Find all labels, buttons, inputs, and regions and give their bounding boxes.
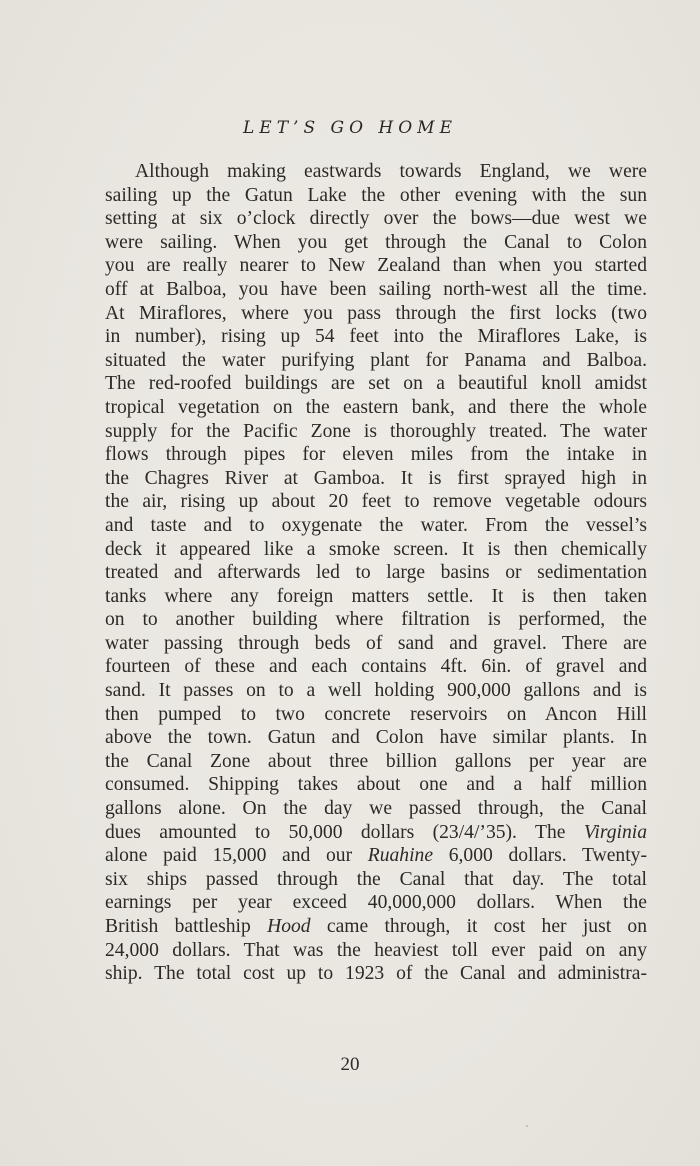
text-run: Although making eastwards towards England, we were bbox=[135, 161, 647, 182]
text-run: earnings per year exceed 40,000,000 dollars. When the bbox=[105, 892, 647, 914]
italic-ship-name: Ruahine bbox=[367, 845, 434, 867]
text-line bbox=[105, 231, 647, 255]
text-line bbox=[105, 750, 647, 774]
text-run: tanks where any foreign matters settle. It is then taken bbox=[105, 585, 647, 607]
text-line bbox=[105, 254, 647, 278]
paper-speck bbox=[526, 1125, 528, 1127]
text-run: The red-roofed buildings are set on a beautiful knoll amidst bbox=[105, 373, 647, 395]
text-run: above the town. Gatun and Colon have similar plants. In bbox=[105, 727, 647, 749]
text-run: 24,000 dollars. That was the heaviest toll ever paid on any bbox=[105, 939, 647, 961]
text-run: off at Balboa, you have been sailing north-west all the time. bbox=[105, 278, 647, 300]
text-run: 6,000 dollars. Twenty- bbox=[433, 845, 647, 867]
text-line bbox=[105, 939, 647, 963]
text-run: At Miraflores, where you pass through the first locks (two bbox=[105, 302, 647, 324]
text-run: flows through pipes for eleven miles from the intake in bbox=[105, 444, 647, 466]
text-run: water passing through beds of sand and gravel. There are bbox=[105, 632, 647, 654]
text-line bbox=[105, 278, 647, 302]
text-line bbox=[105, 184, 647, 208]
text-run: on to another building where filtration is performed, the bbox=[105, 609, 647, 631]
text-line bbox=[105, 420, 647, 444]
text-line bbox=[105, 868, 647, 892]
text-line bbox=[105, 726, 647, 750]
text-line bbox=[105, 538, 647, 562]
body-paragraph bbox=[105, 160, 647, 986]
text-line bbox=[105, 703, 647, 727]
text-run: sand. It passes on to a well holding 900,000 gallons and is bbox=[105, 680, 647, 702]
text-run: in number), rising up 54 feet into the Miraflores Lake, is bbox=[105, 326, 647, 348]
text-line bbox=[105, 302, 647, 326]
text-line bbox=[105, 655, 647, 679]
page-number: 20 bbox=[340, 1054, 360, 1075]
text-run: situated the water purifying plant for Panama and Balboa. bbox=[105, 349, 647, 371]
text-run: setting at six o’clock directly over the bows—due west we bbox=[105, 208, 647, 230]
text-line bbox=[105, 490, 647, 514]
text-run: ship. The total cost up to 1923 of the Canal and administra- bbox=[105, 963, 647, 985]
text-line bbox=[105, 797, 647, 821]
text-line bbox=[105, 821, 647, 845]
text-line bbox=[105, 160, 647, 184]
text-line bbox=[105, 207, 647, 231]
text-line bbox=[105, 467, 647, 491]
text-line bbox=[105, 561, 647, 585]
text-line bbox=[105, 844, 647, 868]
text-run: deck it appeared like a smoke screen. It is then chemically bbox=[105, 538, 647, 560]
text-line bbox=[105, 679, 647, 703]
text-line bbox=[105, 608, 647, 632]
running-head: LET’S GO HOME bbox=[243, 118, 457, 138]
text-line bbox=[105, 632, 647, 656]
text-run: dues amounted to 50,000 dollars (23/4/’35). The bbox=[105, 821, 584, 843]
text-line bbox=[105, 443, 647, 467]
text-line bbox=[105, 915, 647, 939]
text-run: the Canal Zone about three billion gallons per year are bbox=[105, 750, 647, 772]
text-run: British battleship bbox=[105, 916, 268, 937]
text-line bbox=[105, 372, 647, 396]
italic-ship-name: Hood bbox=[267, 916, 311, 937]
text-line bbox=[105, 773, 647, 797]
text-run: the Chagres River at Gamboa. It is first sprayed high in bbox=[105, 467, 647, 489]
text-line bbox=[105, 396, 647, 420]
text-run: the air, rising up about 20 feet to remove vegetable odours bbox=[105, 491, 647, 513]
text-run: sailing up the Gatun Lake the other evening with the sun bbox=[105, 184, 647, 206]
text-line bbox=[105, 585, 647, 609]
text-run: tropical vegetation on the eastern bank, and there the whole bbox=[105, 396, 647, 418]
text-run: then pumped to two concrete reservoirs on Ancon Hill bbox=[105, 703, 647, 725]
text-run: came through, it cost her just on bbox=[310, 916, 648, 937]
text-run: you are really nearer to New Zealand than when you started bbox=[105, 255, 647, 277]
text-run: fourteen of these and each contains 4ft. 6in. of gravel and bbox=[105, 656, 647, 678]
text-run: treated and afterwards led to large basins or sedimentation bbox=[105, 562, 647, 584]
text-run: gallons alone. On the day we passed through, the Canal bbox=[105, 798, 647, 820]
text-line bbox=[105, 962, 647, 986]
text-line bbox=[105, 349, 647, 373]
text-run: and taste and to oxygenate the water. From the vessel’s bbox=[105, 514, 647, 536]
text-run: consumed. Shipping takes about one and a half million bbox=[105, 774, 647, 796]
text-run: supply for the Pacific Zone is thoroughly treated. The water bbox=[105, 420, 647, 442]
italic-ship-name: Virginia bbox=[583, 821, 647, 843]
text-run: six ships passed through the Canal that day. The total bbox=[105, 868, 647, 890]
text-run: were sailing. When you get through the Canal to Colon bbox=[105, 231, 647, 253]
text-line bbox=[105, 891, 647, 915]
text-run: alone paid 15,000 and our bbox=[105, 845, 368, 867]
text-line bbox=[105, 514, 647, 538]
text-line bbox=[105, 325, 647, 349]
